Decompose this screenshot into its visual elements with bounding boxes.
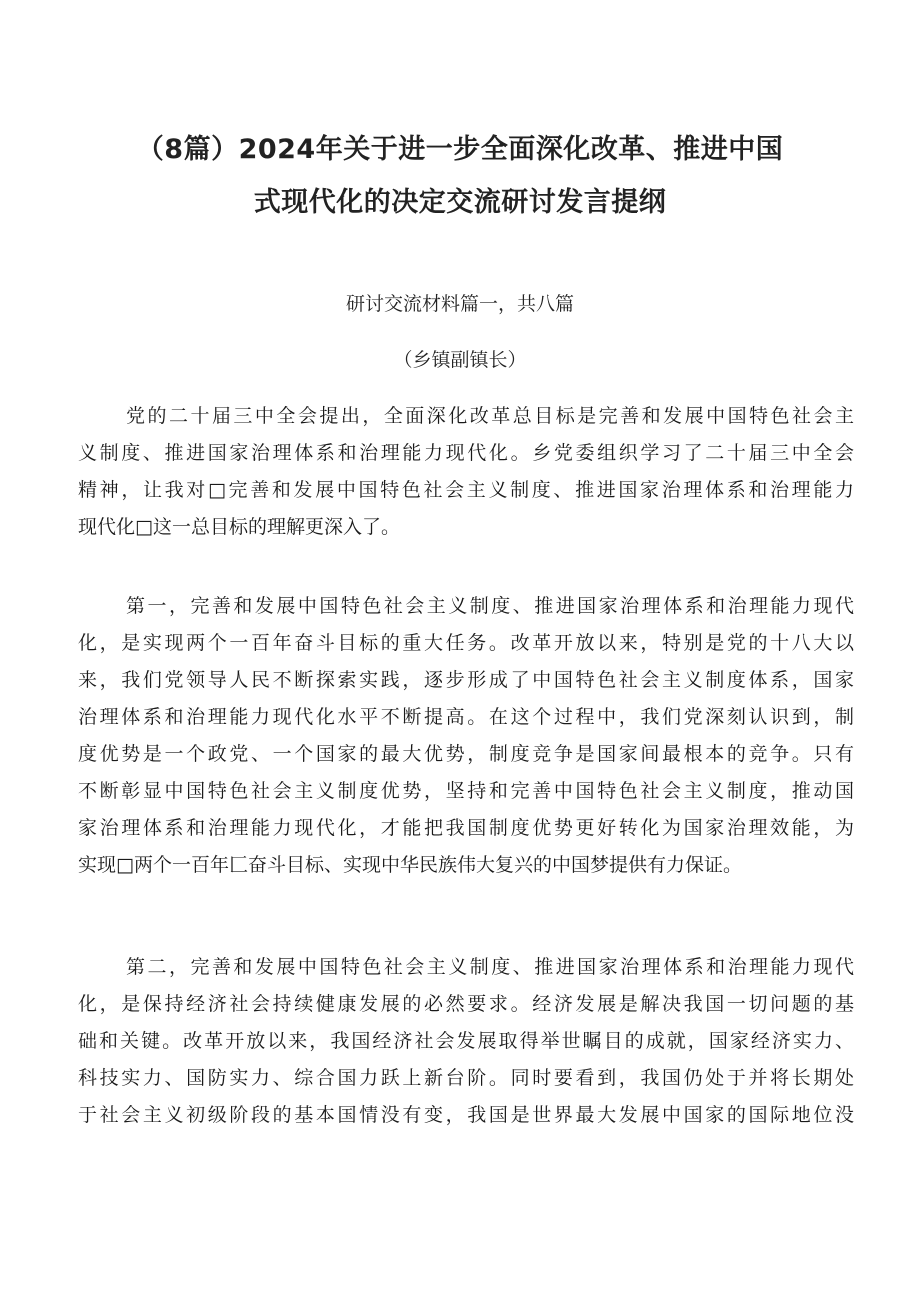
document-title-line-2: 式现代化的决定交流研讨发言提纲	[253, 187, 667, 218]
paragraph-2	[78, 588, 854, 884]
paragraph-line: 家治理体系和治理能力现代化，才能把我国制度优势更好转化为国家治理效能，为	[78, 817, 854, 839]
paragraph-1	[78, 398, 854, 546]
paragraph-line: 化，是保持经济社会持续健康发展的必然要求。经济发展是解决我国一切问题的基	[78, 993, 854, 1015]
paragraph-line: 于社会主义初级阶段的基本国情没有变，我国是世界最大发展中国家的国际地位没	[78, 1104, 854, 1126]
paragraph-line: 科技实力、国防实力、综合国力跃上新台阶。同时要看到，我国仍处于并将长期处	[78, 1067, 854, 1089]
paragraph-3	[78, 949, 854, 1134]
paragraph-line: 义制度、推进国家治理体系和治理能力现代化。乡党委组织学习了二十届三中全会	[78, 442, 854, 464]
paragraph-line: 化，是实现两个一百年奋斗目标的重大任务。改革开放以来，特别是党的十八大以	[78, 632, 854, 654]
paragraph-line: 不断彰显中国特色社会主义制度优势，坚持和完善中国特色社会主义制度，推动国	[78, 780, 854, 802]
paragraph-line: 第一，完善和发展中国特色社会主义制度、推进国家治理体系和治理能力现代	[126, 595, 854, 617]
paragraph-line: 度优势是一个政党、一个国家的最大优势，制度竞争是国家间最根本的竞争。只有	[78, 743, 854, 765]
paragraph-line: 第二，完善和发展中国特色社会主义制度、推进国家治理体系和治理能力现代	[126, 956, 854, 978]
document-subtitle: 研讨交流材料篇一，共八篇	[345, 293, 574, 315]
document-title-line-1: （8篇）2024年关于进一步全面深化改革、推进中国	[136, 134, 784, 165]
paragraph-line: 党的二十届三中全会提出，全面深化改革总目标是完善和发展中国特色社会主	[126, 405, 854, 427]
paragraph-line: 现代化□这一总目标的理解更深入了。	[78, 516, 400, 538]
document-author: （乡镇副镇长）	[393, 349, 527, 371]
paragraph-line: 来，我们党领导人民不断探索实践，逐步形成了中国特色社会主义制度体系，国家	[78, 669, 854, 691]
paragraph-line: 础和关键。改革开放以来，我国经济社会发展取得举世瞩目的成就，国家经济实力、	[78, 1030, 854, 1052]
paragraph-line: 治理体系和治理能力现代化水平不断提高。在这个过程中，我们党深刻认识到，制	[78, 706, 854, 728]
paragraph-line: 实现□两个一百年匚奋斗目标、实现中华民族伟大复兴的中国梦提供有力保证。	[78, 854, 742, 876]
paragraph-line: 精神，让我对□完善和发展中国特色社会主义制度、推进国家治理体系和治理能力	[78, 479, 854, 501]
